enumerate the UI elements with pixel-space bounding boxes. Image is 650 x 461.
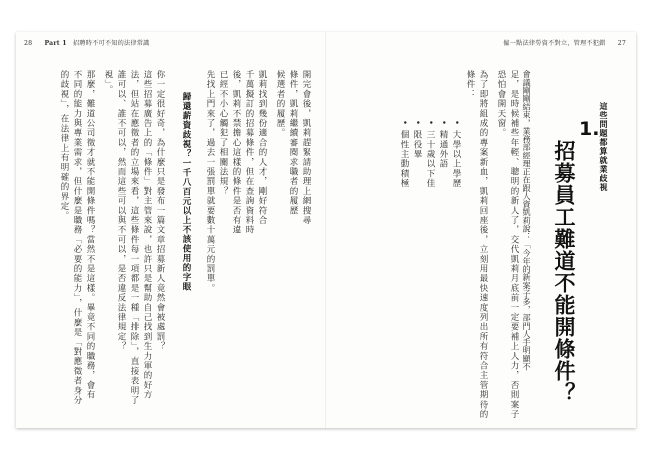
chapter-number: 1. — [579, 118, 600, 140]
left-paragraph-line: 候選者的履歷。 — [275, 70, 285, 138]
left-paragraph-line: 這些招募廣告上的「條件」對主管來說，也許只是幫助自己找到生力軍的好方 — [142, 70, 152, 400]
left-paragraph-line: 那麼，難道公司徵才就不能開條件嗎？當然不是這樣。畢竟不同的職務，會有 — [85, 70, 95, 400]
left-paragraph-line: 先找上門來了，過去一張罰單就要數十萬元的罰單。 — [205, 70, 215, 294]
right-paragraph-line: 足，是時候補些年輕、聰明的新人了，交代凱莉月底前一定要補上人力，否則案子 — [509, 70, 519, 420]
section-label: 這些問題都算就業歧視 — [599, 102, 608, 192]
left-paragraph-line: 法，但站在應徵者的立場來看，這些條件每一項都是一種「排除」，直接表明了 — [129, 70, 139, 406]
chapter-heading: 招募員工難道不能開條件？ — [552, 140, 577, 404]
left-running-header — [24, 38, 150, 47]
left-paragraph-line: 已經不小心觸犯了相關法規？ — [218, 70, 228, 197]
right-paragraph-line: 為了即將組成的專案新血，凱莉回座後，立刻用最快速度列出所有符合主管期待的 — [478, 70, 488, 420]
requirement-bullet: • 限役畢 — [412, 120, 422, 160]
left-paragraph-line: 誰可以、誰不可以，然而這些可以與不可以，是否違反法律規定？ — [116, 70, 126, 352]
left-paragraph-line: 不同的能力與專業需求，但什麼是職務「必要的能力」，什麼是「對應徵者身分 — [72, 70, 82, 406]
right-paragraph-line: 條件： — [465, 70, 475, 100]
left-paragraph-line: 後，凱莉不禁擔心這樣的條件是否有違 — [231, 70, 241, 235]
left-paragraph-line: 你一定很好奇，為什麼只是發布一篇文章招募新人竟然會被處罰？ — [155, 70, 165, 352]
right-paragraph-line: 會議剛剛結束，業務部經理正在跟人資凱莉說：「今年的新案子多，部門人手明顯不 — [522, 70, 532, 371]
left-paragraph-line: 的歧視」，在法律上有明確的界定。 — [59, 70, 69, 221]
chapter-title: 僱一點法律勞資不對立，管理不犯錯 — [503, 40, 606, 47]
right-page-number: 27 — [617, 40, 626, 47]
left-paragraph-line: 條件，凱莉繼續審閱求職者的履歷 — [288, 70, 298, 216]
left-paragraph-line: 凱莉找到幾份適合的人才，剛好符合 — [257, 70, 267, 226]
requirement-bullet: • 大學以上學歷 — [451, 120, 461, 189]
section-subheading: 歸還薪資歧視？一千八百元以上不該使用的字眼 — [181, 92, 191, 292]
left-page-number: 28 — [24, 40, 33, 47]
left-paragraph-line: 千萬擬訂的招募條件，但在查詢資料時 — [244, 70, 254, 235]
part-label: Part 1 — [44, 40, 67, 47]
right-running-header — [503, 38, 626, 47]
book-gutter — [325, 32, 326, 428]
requirement-bullet: • 精通外語 — [438, 120, 448, 169]
part-title: 招聘時不可不知的法律常識 — [72, 40, 150, 47]
left-paragraph-line: 開完會後，凱莉趕緊請助理上網搜尋 — [301, 70, 311, 226]
requirement-bullet: • 個性主動積極 — [399, 120, 409, 189]
requirement-bullet: • 三十歲以下佳 — [425, 120, 435, 189]
left-paragraph-line: 視」。 — [103, 70, 113, 95]
right-paragraph-line: 恐怕會開天窗。 — [496, 70, 506, 138]
